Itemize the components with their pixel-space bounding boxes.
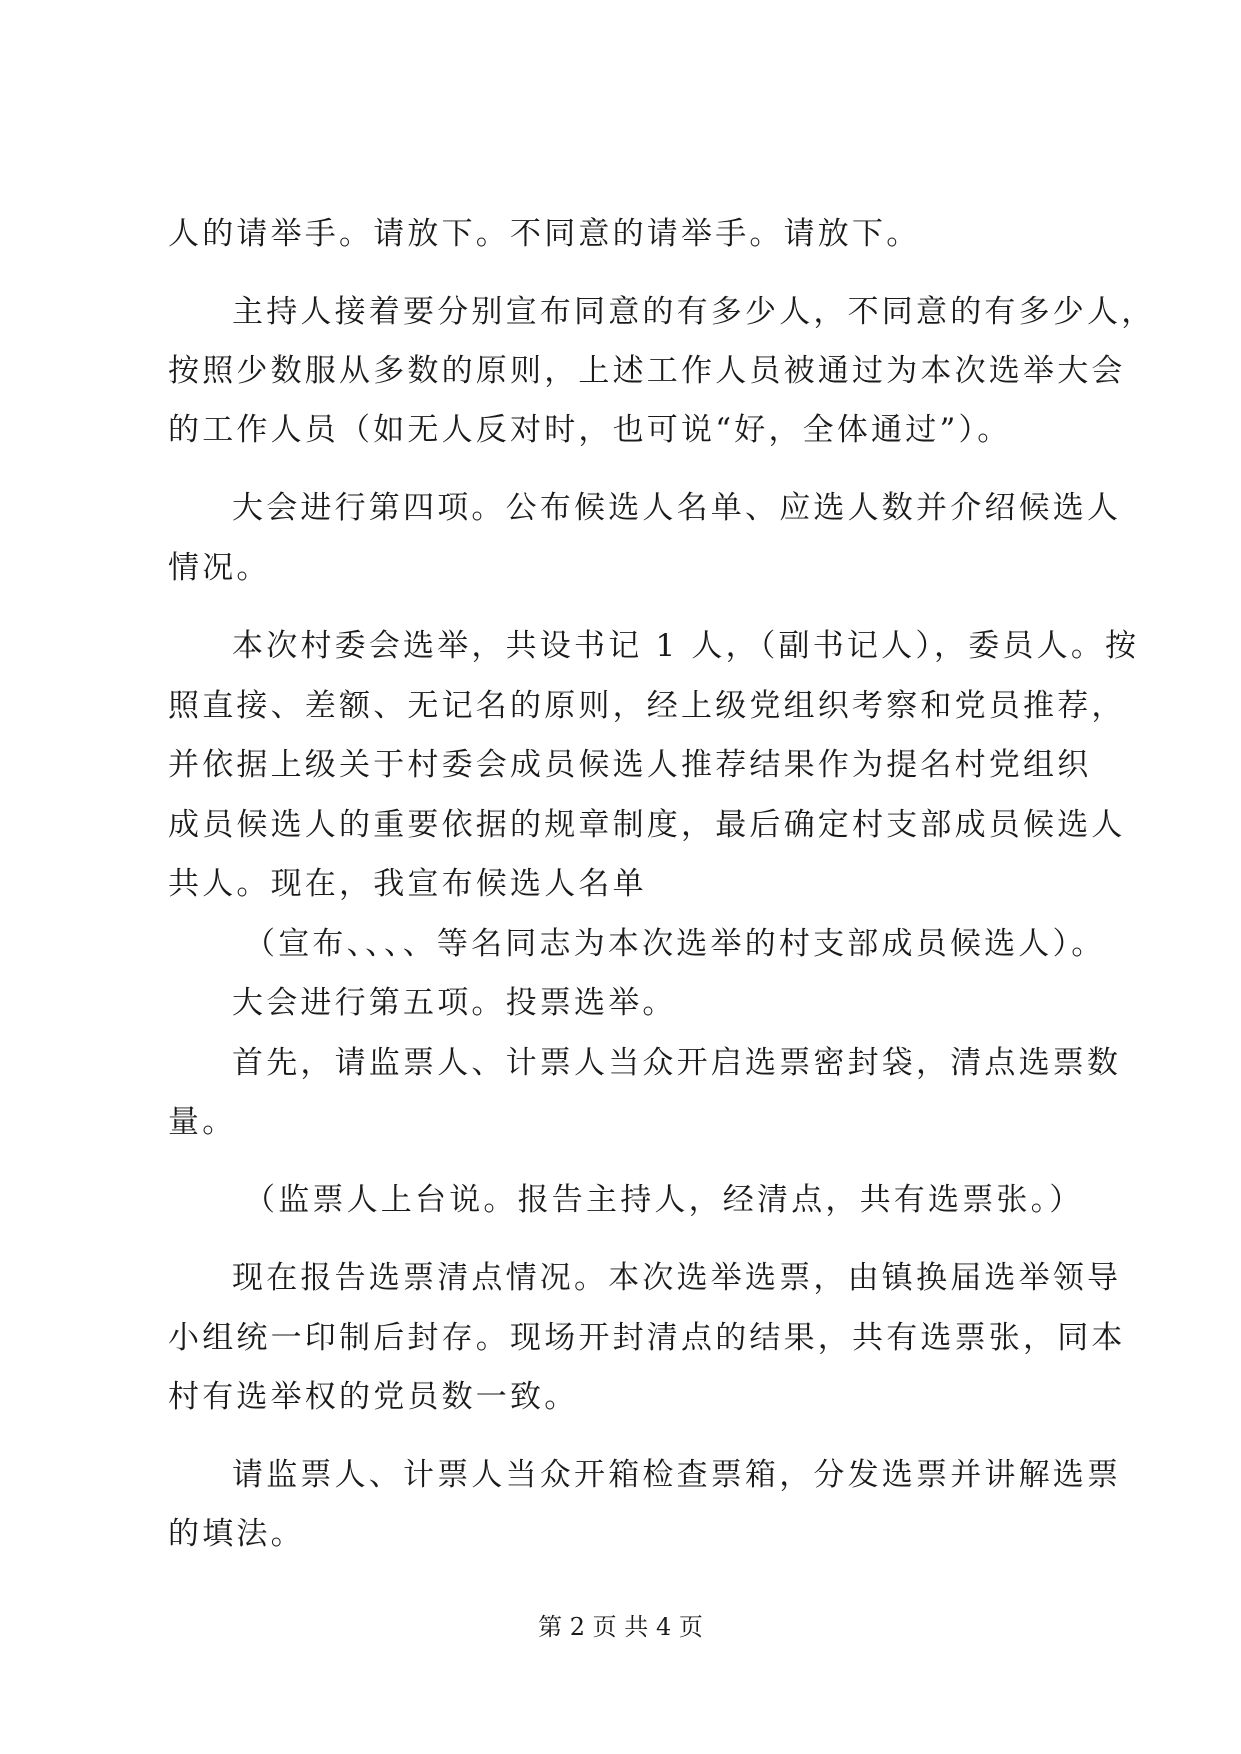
text-line: 大会进行第四项。公布候选人名单、应选人数并介绍候选人 bbox=[232, 490, 1122, 526]
text-line: 首先，请监票人、计票人当众开启选票密封袋，清点选票数 bbox=[232, 1045, 1122, 1081]
text-line: 现在报告选票清点情况。本次选举选票，由镇换届选举领导 bbox=[232, 1260, 1122, 1296]
text-line: 共人。现在，我宣布候选人名单 bbox=[168, 866, 647, 902]
text-line: 大会进行第五项。投票选举。 bbox=[232, 985, 677, 1021]
text-line: 照直接、差额、无记名的原则，经上级党组织考察和党员推荐， bbox=[168, 688, 1126, 724]
text-line: 量。 bbox=[168, 1104, 237, 1140]
text-line: 并依据上级关于村委会成员候选人推荐结果作为提名村党组织 bbox=[168, 747, 1092, 783]
text-line: 村有选举权的党员数一致。 bbox=[168, 1379, 579, 1415]
text-line: 小组统一印制后封存。现场开封清点的结果，共有选票张，同本 bbox=[168, 1320, 1126, 1356]
text-line: （宣布、、、、等名同志为本次选举的村支部成员候选人）。 bbox=[244, 926, 1106, 962]
text-line: 主持人接着要分别宣布同意的有多少人，不同意的有多少人， bbox=[232, 294, 1156, 330]
text-line: （监票人上台说。报告主持人，经清点，共有选票张。） bbox=[244, 1182, 1084, 1218]
text-line: 情况。 bbox=[168, 550, 271, 586]
text-line: 按照少数服从多数的原则，上述工作人员被通过为本次选举大会 bbox=[168, 353, 1126, 389]
text-line: 本次村委会选举，共设书记 1 人，（副书记人），委员人。按 bbox=[232, 628, 1140, 664]
page-number-footer: 第 2 页 共 4 页 bbox=[538, 1613, 703, 1641]
text-line: 请监票人、计票人当众开箱检查票箱，分发选票并讲解选票 bbox=[232, 1457, 1122, 1493]
text-line: 的工作人员（如无人反对时，也可说“好，全体通过”）。 bbox=[168, 412, 1012, 448]
text-line: 人的请举手。请放下。不同意的请举手。请放下。 bbox=[168, 216, 921, 252]
text-line: 成员候选人的重要依据的规章制度，最后确定村支部成员候选人 bbox=[168, 807, 1126, 843]
text-line: 的填法。 bbox=[168, 1516, 305, 1552]
